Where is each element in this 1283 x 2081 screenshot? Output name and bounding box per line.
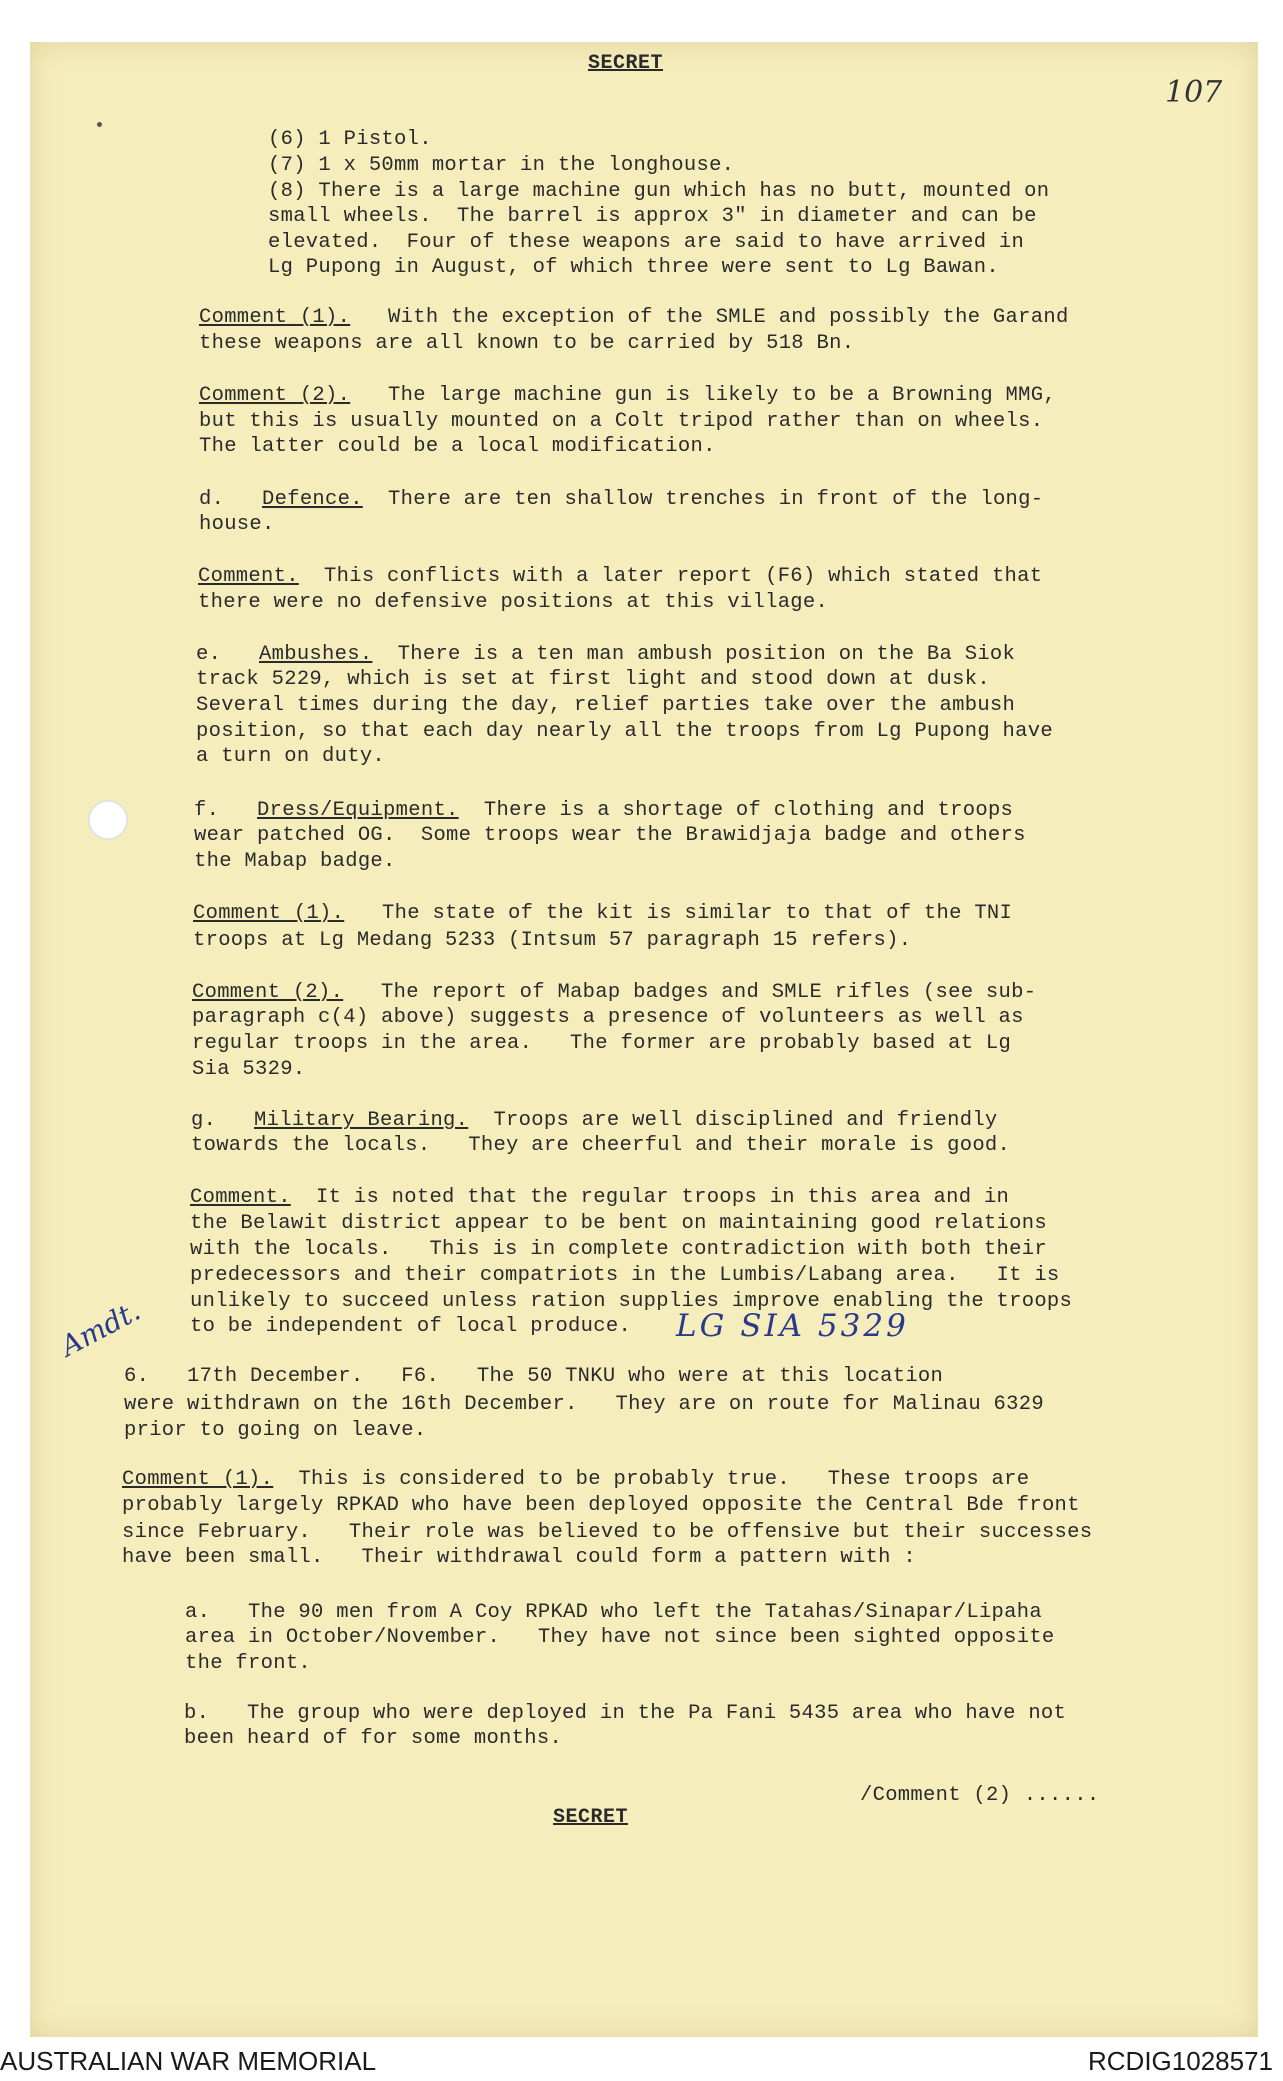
text-line: area in October/November. They have not since been sighted opposite xyxy=(185,1626,1055,1649)
text-line: small wheels. The barrel is approx 3" in diameter and can be xyxy=(268,205,1037,228)
text-line: probably largely RPKAD who have been deployed opposite the Central Bde front xyxy=(122,1494,1080,1517)
text-line: have been small. Their withdrawal could form a pattern with : xyxy=(122,1546,916,1569)
line-text: The large machine gun is likely to be a Browning MMG, xyxy=(350,384,1056,407)
line-text: This conflicts with a later report (F6) which stated that xyxy=(298,565,1043,588)
line-text: With the exception of the SMLE and possibly the Garand xyxy=(350,306,1069,329)
text-line xyxy=(190,1186,1009,1209)
text-line: the Belawit district appear to be bent on maintaining good relations xyxy=(190,1212,1047,1235)
line-prefix: e. xyxy=(196,643,260,666)
text-line: paragraph c(4) above) suggests a presence of volunteers as well as xyxy=(192,1006,1024,1029)
text-line: 6. 17th December. F6. The 50 TNKU who were at this location xyxy=(124,1365,944,1388)
text-line xyxy=(198,565,1042,588)
text-line: The latter could be a local modification. xyxy=(199,435,716,458)
text-line: regular troops in the area. The former are probably based at Lg xyxy=(192,1032,1012,1055)
text-line: were withdrawn on the 16th December. They are on route for Malinau 6329 xyxy=(124,1393,1044,1416)
line-text: The state of the kit is similar to that of the TNI xyxy=(344,902,1013,925)
page-number: 107 xyxy=(1165,75,1223,110)
text-line xyxy=(191,1109,998,1132)
text-line: elevated. Four of these weapons are said to have arrived in xyxy=(268,231,1025,254)
text-line: Several times during the day, relief parties take over the ambush xyxy=(196,694,1016,717)
text-line: house. xyxy=(199,513,275,536)
underlined-heading: Ambushes. xyxy=(259,643,373,666)
archive-credit: AUSTRALIAN WAR MEMORIAL xyxy=(0,2046,377,2076)
line-text: There are ten shallow trenches in front of the long- xyxy=(362,488,1044,511)
text-line: troops at Lg Medang 5233 (Intsum 57 paragraph 15 refers). xyxy=(193,929,912,952)
text-line xyxy=(194,799,1013,822)
text-line: to be independent of local produce. xyxy=(190,1315,632,1338)
underlined-heading: Dress/Equipment. xyxy=(257,799,459,822)
text-line xyxy=(199,488,1043,511)
text-line: the front. xyxy=(185,1652,312,1675)
archive-reference: RCDIG1028571 xyxy=(1088,2046,1273,2076)
underlined-heading: Comment (1). xyxy=(199,306,351,329)
text-line: there were no defensive positions at this village. xyxy=(198,591,829,614)
line-text: There is a shortage of clothing and troops xyxy=(458,799,1014,822)
underlined-heading: Comment (1). xyxy=(193,902,345,925)
text-line xyxy=(122,1468,1029,1491)
line-text: This is considered to be probably true. These troops are xyxy=(273,1468,1030,1491)
text-line: Lg Pupong in August, of which three were sent to Lg Bawan. xyxy=(268,256,999,279)
text-line: prior to going on leave. xyxy=(124,1419,427,1442)
text-line: been heard of for some months. xyxy=(184,1727,563,1750)
classification-bottom: SECRET xyxy=(553,1806,629,1829)
text-line xyxy=(193,902,1012,925)
text-line xyxy=(192,981,1036,1004)
text-line xyxy=(199,306,1069,329)
text-line: (6) 1 Pistol. xyxy=(268,128,432,151)
text-line: a. The 90 men from A Coy RPKAD who left the Tatahas/Sinapar/Lipaha xyxy=(185,1601,1042,1624)
text-line: track 5229, which is set at first light and stood down at dusk. xyxy=(196,668,990,691)
text-line: a turn on duty. xyxy=(196,745,386,768)
text-line: (8) There is a large machine gun which has no butt, mounted on xyxy=(268,180,1050,203)
line-text: Troops are well disciplined and friendly xyxy=(468,1109,998,1132)
line-text: There is a ten man ambush position on the Ba Siok xyxy=(372,643,1016,666)
text-line: predecessors and their compatriots in the Lumbis/Labang area. It is xyxy=(190,1264,1060,1287)
text-line: these weapons are all known to be carried by 518 Bn. xyxy=(199,332,855,355)
text-line: since February. Their role was believed to be offensive but their successes xyxy=(122,1521,1093,1544)
line-prefix: g. xyxy=(191,1109,255,1132)
line-prefix: f. xyxy=(194,799,258,822)
text-line xyxy=(196,643,1015,666)
margin-note-amdt: Amdt. xyxy=(55,1294,146,1363)
text-line: but this is usually mounted on a Colt tripod rather than on wheels. xyxy=(199,410,1044,433)
underlined-heading: Comment. xyxy=(190,1186,291,1209)
line-text: The report of Mabap badges and SMLE rifles (see sub- xyxy=(343,981,1037,1004)
text-line xyxy=(199,384,1056,407)
text-line: wear patched OG. Some troops wear the Brawidjaja badge and others xyxy=(194,824,1026,847)
underlined-heading: Defence. xyxy=(262,488,363,511)
line-prefix: d. xyxy=(199,488,263,511)
text-line: towards the locals. They are cheerful and their morale is good. xyxy=(191,1134,1011,1157)
text-line: the Mabap badge. xyxy=(194,850,396,873)
underlined-heading: Military Bearing. xyxy=(254,1109,469,1132)
text-line: /Comment (2) ...... xyxy=(860,1784,1100,1807)
line-text: It is noted that the regular troops in this area and in xyxy=(290,1186,1010,1209)
underlined-heading: Comment (2). xyxy=(192,981,344,1004)
handwritten-insert: LG SIA 5329 xyxy=(676,1308,909,1344)
classification-top: SECRET xyxy=(588,52,664,75)
text-line: Sia 5329. xyxy=(192,1058,306,1081)
text-line: unlikely to succeed unless ration supplies improve enabling the troops xyxy=(190,1290,1073,1313)
underlined-heading: Comment. xyxy=(198,565,299,588)
text-line: with the locals. This is in complete contradiction with both their xyxy=(190,1238,1047,1261)
text-line: position, so that each day nearly all the troops from Lg Pupong have xyxy=(196,720,1053,743)
underlined-heading: Comment (1). xyxy=(122,1468,274,1491)
underlined-heading: Comment (2). xyxy=(199,384,351,407)
text-line: (7) 1 x 50mm mortar in the longhouse. xyxy=(268,154,735,177)
text-line: b. The group who were deployed in the Pa Fani 5435 area who have not xyxy=(184,1702,1067,1725)
